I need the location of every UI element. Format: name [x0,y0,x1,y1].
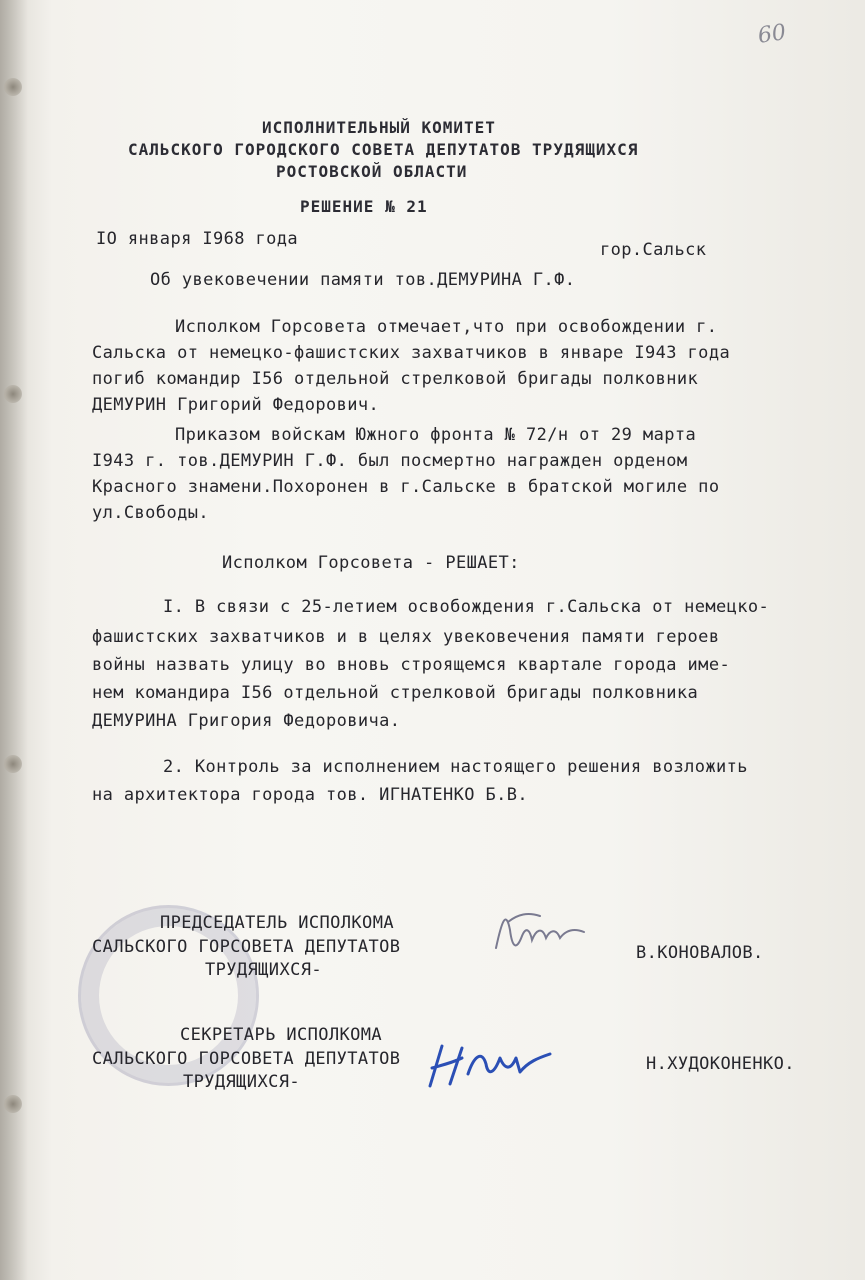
body-line: ДЕМУРИН Григорий Федорович. [92,395,380,415]
binding-hole [4,78,22,96]
binding-hole [4,385,22,403]
chairman-title-line: ТРУДЯЩИХСЯ- [205,960,322,980]
point-line: на архитектора города тов. ИГНАТЕНКО Б.В. [92,785,529,805]
chairman-signature [488,900,598,970]
decision-date: IO января I968 года [96,229,299,249]
decision-subject: Об увековечении памяти тов.ДЕМУРИНА Г.Ф. [150,270,576,290]
point-line: войны назвать улицу во вновь строящемся квартале города име- [92,655,731,675]
chairman-title-line: ПРЕДСЕДАТЕЛЬ ИСПОЛКОМА [160,913,394,933]
body-line: Красного знамени.Похоронен в г.Сальске в братской могиле по [92,477,720,497]
body-line: I943 г. тов.ДЕМУРИН Г.Ф. был посмертно награжден орденом [92,451,688,471]
body-line: Исполком Горсовета отмечает,что при освобождении г. [175,317,718,337]
point-line: I. В связи с 25-летием освобождения г.Сальска от немецко- [163,597,770,617]
decision-number: РЕШЕНИЕ № 21 [300,197,428,216]
point-line: нем командира I56 отдельной стрелковой бригады полковника [92,683,699,703]
resolves-heading: Исполком Горсовета - РЕШАЕТ: [222,553,520,573]
archive-sheet-number: 60 [756,20,788,49]
body-line: ул.Свободы. [92,503,209,523]
point-line: ДЕМУРИНА Григория Федоровича. [92,711,401,731]
chairman-name: В.КОНОВАЛОВ. [636,943,764,963]
decision-place: гор.Сальск [600,240,707,260]
point-line: фашистских захватчиков и в целях увековечения памяти героев [92,627,720,647]
secretary-title-line: СЕКРЕТАРЬ ИСПОЛКОМА [180,1025,383,1045]
body-line: Приказом войскам Южного фронта № 72/н от 29 марта [175,425,697,445]
chairman-title-line: САЛЬСКОГО ГОРСОВЕТА ДЕПУТАТОВ [92,937,401,957]
secretary-title-line: САЛЬСКОГО ГОРСОВЕТА ДЕПУТАТОВ [92,1049,401,1069]
header-region: РОСТОВСКОЙ ОБЛАСТИ [276,162,468,181]
body-line: Сальска от немецко-фашистских захватчиков в январе I943 года [92,343,731,363]
secretary-title-line: ТРУДЯЩИХСЯ- [183,1072,300,1092]
header-council: САЛЬСКОГО ГОРОДСКОГО СОВЕТА ДЕПУТАТОВ ТРУДЯЩИХСЯ [128,140,639,159]
secretary-signature [420,1028,560,1098]
body-line: погиб командир I56 отдельной стрелковой бригады полковник [92,369,699,389]
point-line: 2. Контроль за исполнением настоящего решения возложить [163,757,748,777]
binding-hole [4,1095,22,1113]
binding-hole [4,755,22,773]
secretary-name: Н.ХУДОКОНЕНКО. [646,1054,795,1074]
header-committee: ИСПОЛНИТЕЛЬНЫЙ КОМИТЕТ [262,118,496,137]
